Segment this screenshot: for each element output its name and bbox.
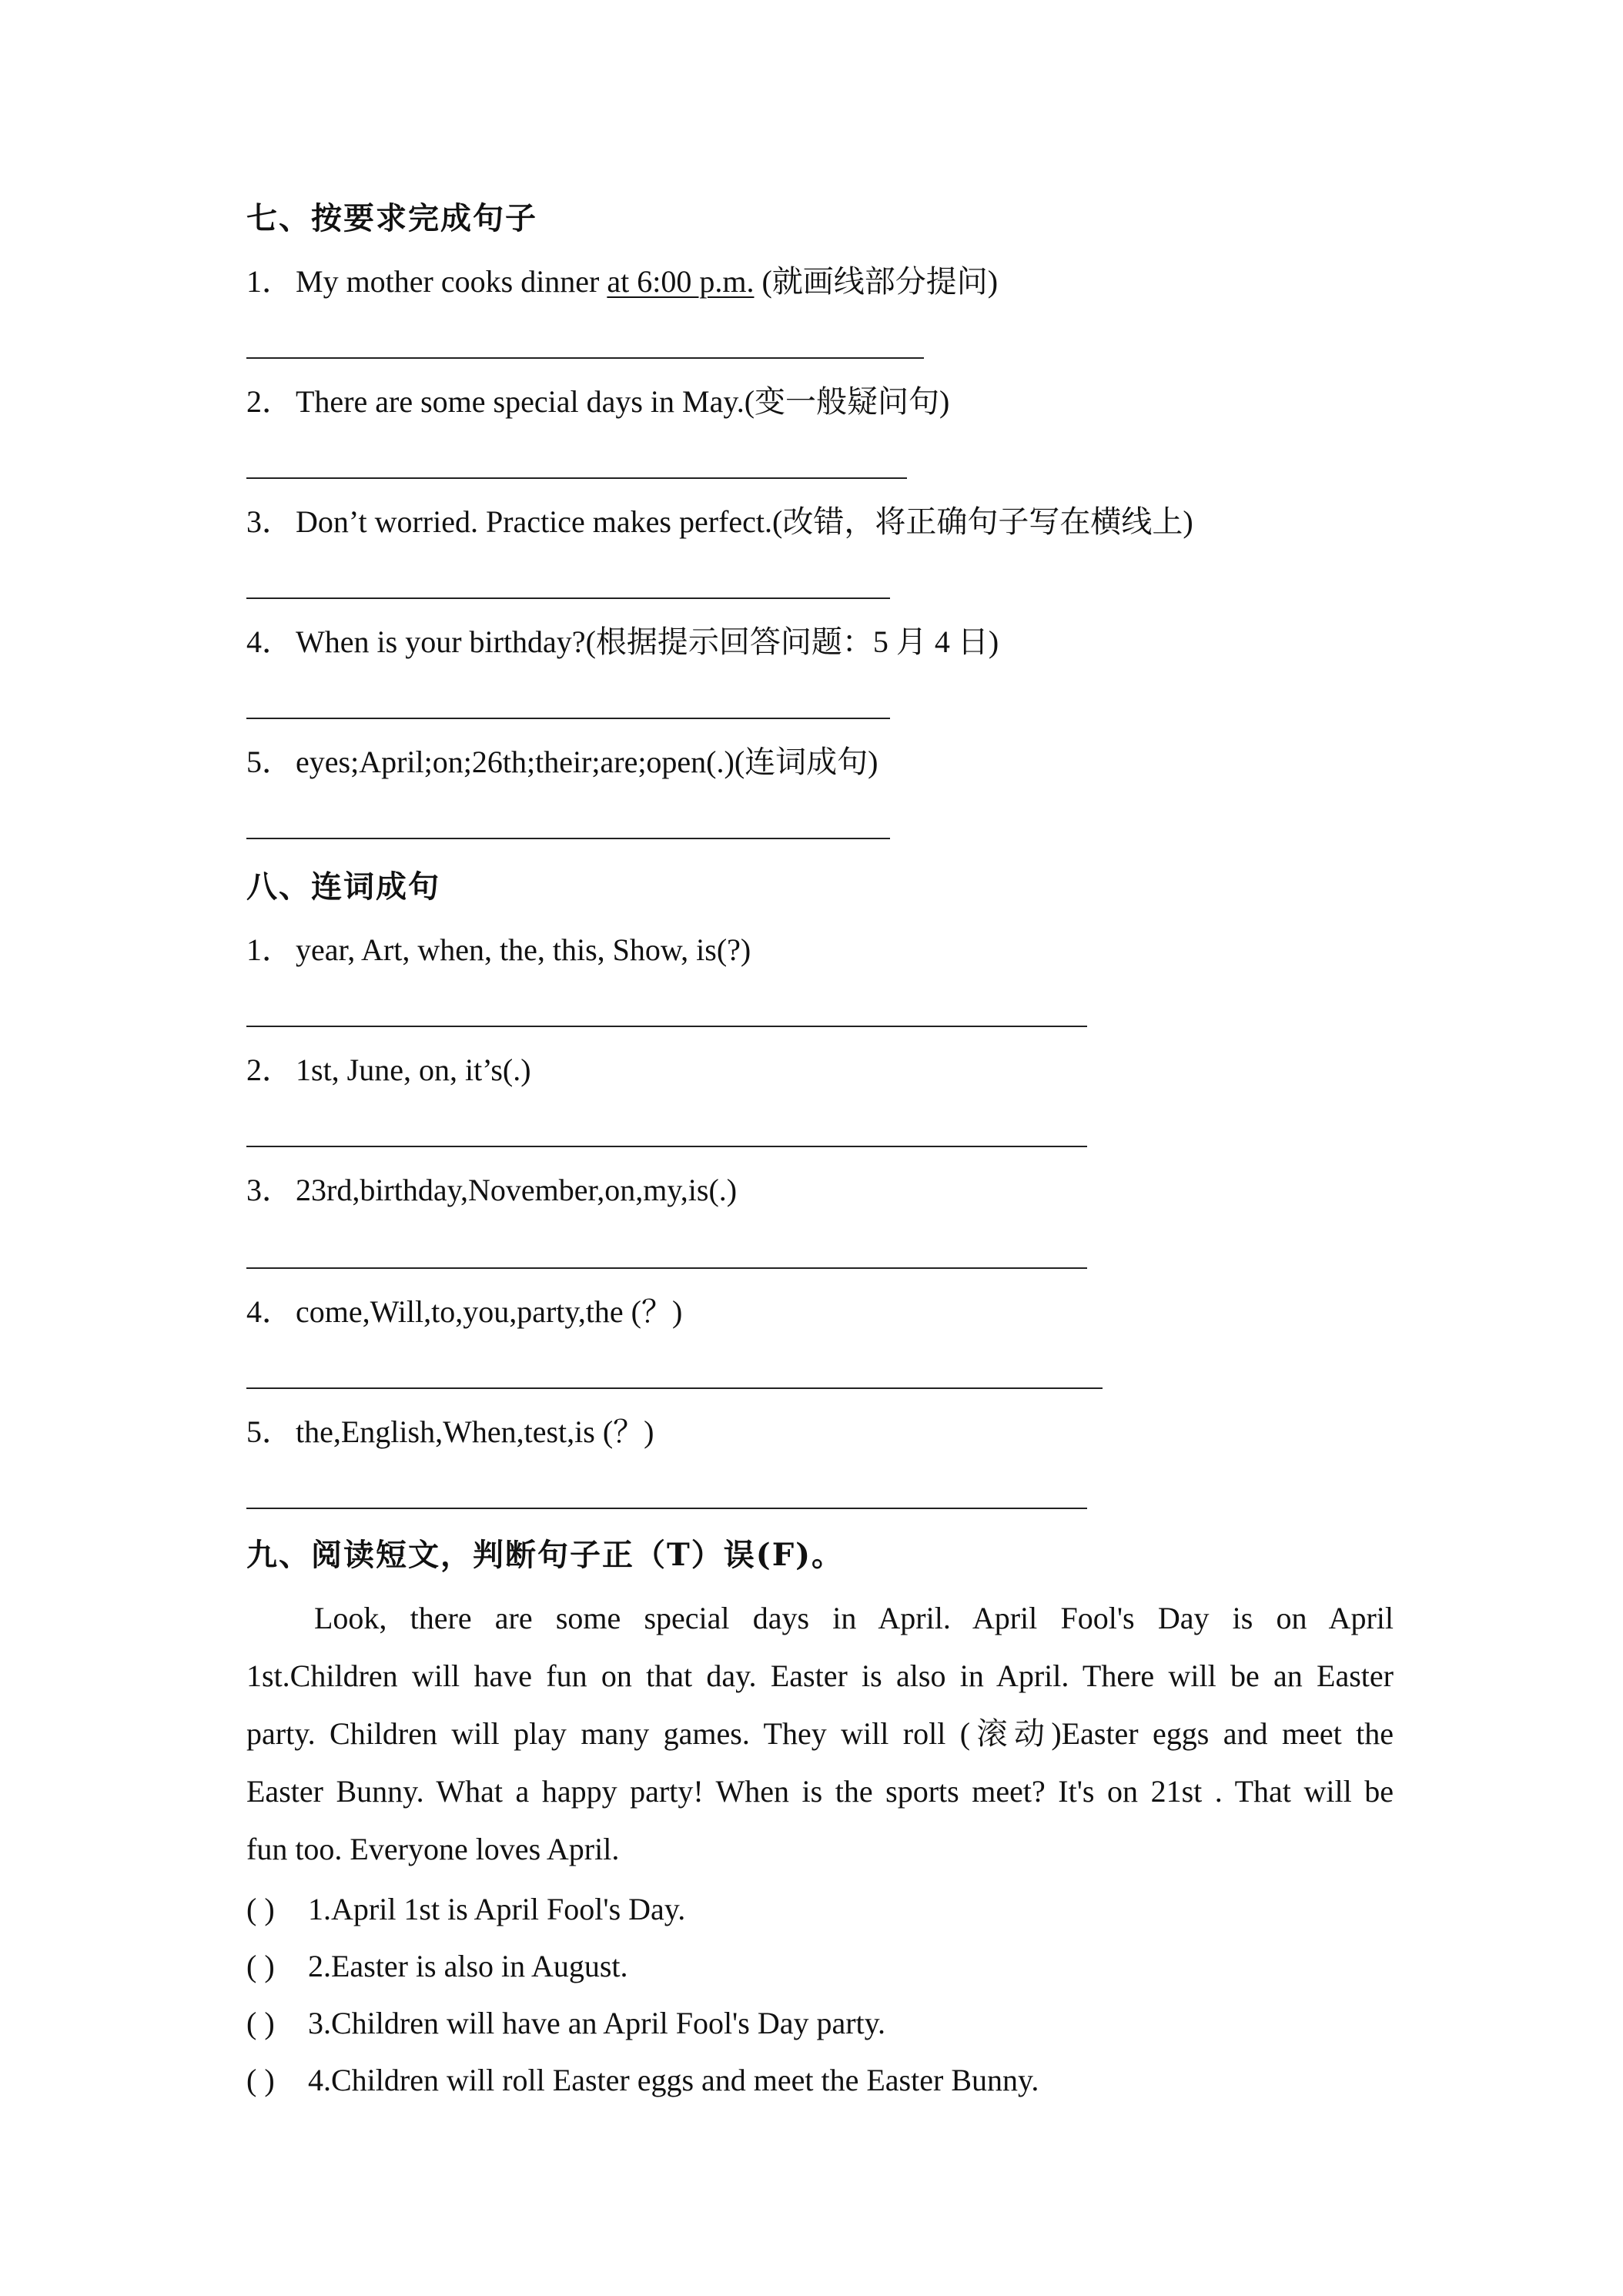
section-7-heading: 七、按要求完成句子 xyxy=(246,200,537,236)
s8-question-2 xyxy=(246,1049,531,1092)
passage-line: Easter Bunny. What a happy party! When is the sports meet? It's on 21st . That will be xyxy=(246,1774,1394,1809)
reading-passage xyxy=(246,1589,1394,1878)
question-text: come,Will,to,you,party,the (？) xyxy=(296,1294,683,1329)
answer-line[interactable] xyxy=(246,1267,1087,1269)
s8-question-3 xyxy=(246,1169,737,1212)
section-9-heading: 九、阅读短文，判断句子正（T）误(F)。 xyxy=(246,1537,845,1573)
s7-question-5 xyxy=(246,741,878,784)
s8-question-5 xyxy=(246,1411,654,1454)
question-number: 5． xyxy=(246,1414,293,1449)
answer-blank[interactable]: ( ) xyxy=(246,2006,275,2040)
question-number: 5． xyxy=(246,745,293,779)
question-number: 3． xyxy=(246,504,293,539)
s8-question-1 xyxy=(246,929,751,972)
question-text-before: My mother cooks dinner xyxy=(296,264,607,299)
s8-question-4 xyxy=(246,1290,682,1334)
tf-question-text: 2.Easter is also in August. xyxy=(308,1949,628,1983)
s7-question-1 xyxy=(246,260,998,303)
question-number: 1． xyxy=(246,264,293,299)
s7-question-3 xyxy=(246,500,1193,544)
answer-line[interactable] xyxy=(246,1026,1087,1027)
question-text: There are some special days in May.(变一般疑问句) xyxy=(296,384,950,419)
question-number: 4． xyxy=(246,624,293,659)
answer-line[interactable] xyxy=(246,1508,1087,1509)
tf-question-4 xyxy=(246,2059,1039,2102)
answer-line[interactable] xyxy=(246,477,907,479)
question-text: 1st, June, on, it’s(.) xyxy=(296,1053,531,1087)
tf-question-3 xyxy=(246,2002,885,2045)
passage-line: party. Children will play many games. They will roll (滚动)Easter eggs and meet the xyxy=(246,1716,1394,1751)
question-number: 2． xyxy=(246,1053,293,1087)
question-text: eyes;April;on;26th;their;are;open(.)(连词成句) xyxy=(296,745,878,779)
tf-question-text: 1.April 1st is April Fool's Day. xyxy=(308,1892,686,1926)
answer-line[interactable] xyxy=(246,597,890,599)
tf-question-2 xyxy=(246,1945,628,1988)
answer-line[interactable] xyxy=(246,1146,1087,1147)
underlined-phrase: at 6:00 p.m. xyxy=(607,264,755,299)
question-text: the,English,When,test,is (？) xyxy=(296,1414,654,1449)
question-text: Don’t worried. Practice makes perfect.(改错，将正确句子写在横线上) xyxy=(296,504,1193,539)
question-text: When is your birthday?(根据提示回答问题：5 月 4 日) xyxy=(296,624,999,659)
answer-line[interactable] xyxy=(246,357,924,359)
question-number: 2． xyxy=(246,384,293,419)
answer-blank[interactable]: ( ) xyxy=(246,1949,275,1983)
tf-question-1 xyxy=(246,1888,685,1931)
answer-line[interactable] xyxy=(246,1387,1103,1389)
s7-question-2 xyxy=(246,380,949,423)
passage-line: Look, there are some special days in April. April Fool's Day is on April xyxy=(314,1601,1394,1635)
passage-line: fun too. Everyone loves April. xyxy=(246,1832,620,1866)
question-number: 1． xyxy=(246,932,293,967)
tf-question-text: 3.Children will have an April Fool's Day party. xyxy=(308,2006,886,2040)
question-text-after: (就画线部分提问) xyxy=(754,264,999,299)
answer-line[interactable] xyxy=(246,838,890,839)
tf-question-text: 4.Children will roll Easter eggs and meet the Easter Bunny. xyxy=(308,2063,1039,2097)
answer-blank[interactable]: ( ) xyxy=(246,2063,275,2097)
question-number: 3． xyxy=(246,1173,293,1207)
passage-line: 1st.Children will have fun on that day. Easter is also in April. There will be an Easter xyxy=(246,1658,1394,1693)
answer-blank[interactable]: ( ) xyxy=(246,1892,275,1926)
s7-question-4 xyxy=(246,621,999,664)
question-text: year, Art, when, the, this, Show, is(?) xyxy=(296,932,751,967)
question-text: 23rd,birthday,November,on,my,is(.) xyxy=(296,1173,738,1207)
question-number: 4． xyxy=(246,1294,293,1329)
section-8-heading: 八、连词成句 xyxy=(246,869,440,905)
answer-line[interactable] xyxy=(246,718,890,719)
